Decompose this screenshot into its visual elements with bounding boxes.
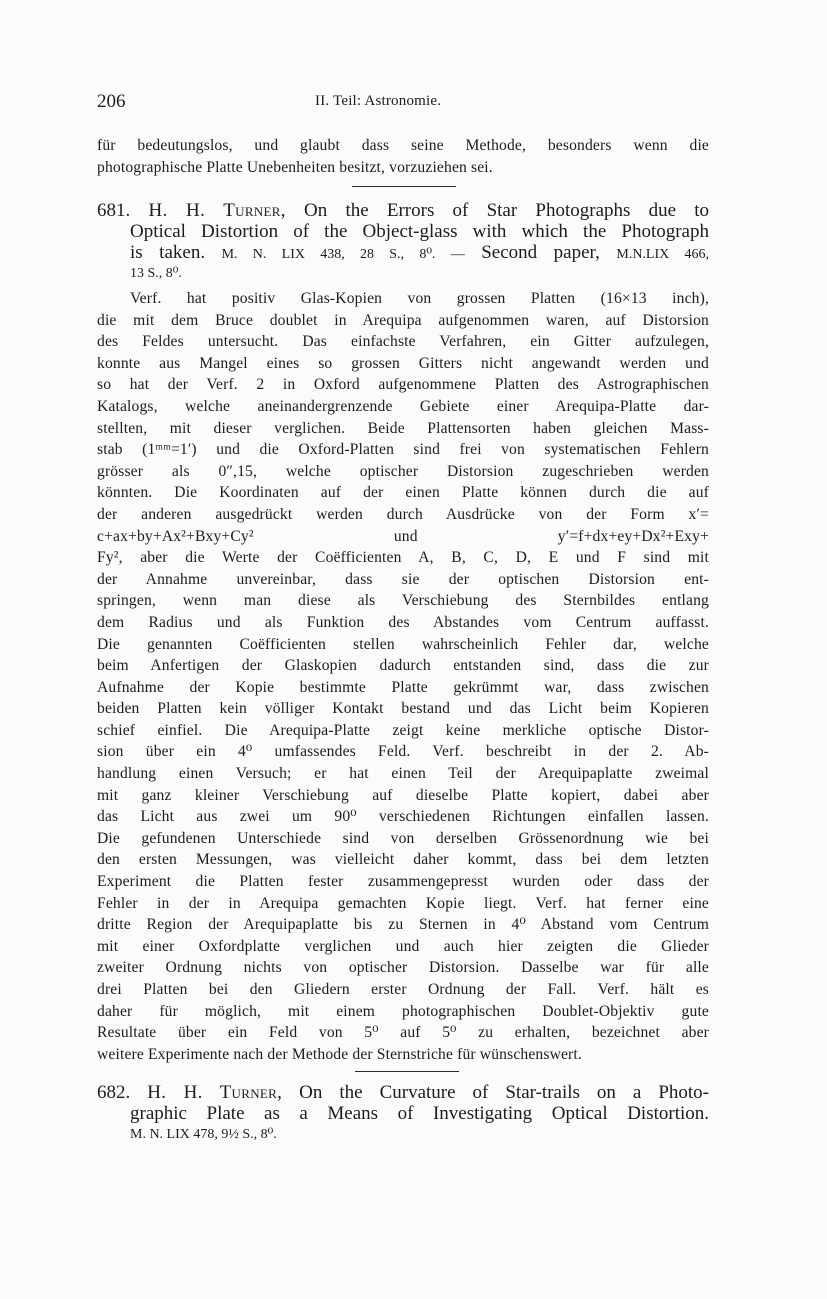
text-line: Resultate über ein Feld von 5⁰ auf 5⁰ zu erhalten, bezeichnet aber xyxy=(97,1024,709,1042)
text-line: des Feldes untersucht. Das einfachste Verfahren, ein Gitter aufzulegen, xyxy=(97,333,709,351)
text-line: zweiter Ordnung nichts von optischer Distorsion. Dasselbe war für alle xyxy=(97,959,709,977)
text-line: konnte aus Mangel eines so grossen Gitters nicht angewandt werden und xyxy=(97,354,709,372)
entry-reference: 13 S., 8⁰. xyxy=(130,266,182,281)
text-line: dem Radius und als Funktion des Abstandes vom Centrum auffasst. xyxy=(97,613,709,631)
text-line: stellten, mit dieser verglichen. Beide Plattensorten haben gleichen Mass- xyxy=(97,419,709,437)
text-line: springen, wenn man diese als Verschiebung des Sternbildes entlang xyxy=(97,592,709,610)
text-line: Die genannten Coëfficienten stellen wahrscheinlich Fehler dar, welche xyxy=(97,635,709,653)
text-line: weitere Experimente nach der Methode der Sternstriche für wünschenswert. xyxy=(97,1045,582,1063)
text-line: Fehler in der in Arequipa gemachten Kopie liegt. Verf. hat ferner eine xyxy=(97,894,709,912)
text-line: handlung einen Versuch; er hat einen Teil der Arequipaplatte zweimal xyxy=(97,765,709,783)
text-line: Fy², aber die Werte der Coëfficienten A, B, C, D, E und F sind mit xyxy=(97,549,709,567)
text-line: beim Anfertigen der Glaskopien dadurch entstanden sind, dass die zur xyxy=(97,657,709,675)
entry-reference: M. N. LIX 438, 28 S., 8⁰. — xyxy=(221,247,465,262)
page-header xyxy=(97,91,709,115)
section-divider xyxy=(355,1071,459,1072)
text-line: die mit dem Bruce doublet in Arequipa aufgenommen waren, auf Distorsion xyxy=(97,311,709,329)
text-line: grösser als 0″,15, welche optischer Distorsion zugeschrieben werden xyxy=(97,462,709,480)
entry-reference: M.N.LIX 466, xyxy=(616,247,709,262)
entry-reference: M. N. LIX 478, 9½ S., 8⁰. xyxy=(130,1127,277,1142)
intro-paragraph xyxy=(97,135,709,178)
text-line: stab (1ᵐᵐ=1′) und die Oxford-Platten sind frei von systematischen Fehlern xyxy=(97,441,709,459)
text-line: könnten. Die Koordinaten auf der einen Platte können durch die auf xyxy=(97,484,709,502)
section-divider xyxy=(352,186,456,187)
text-line: Die gefundenen Unterschiede sind von derselben Grössenordnung wie bei xyxy=(97,829,709,847)
text-line: der Annahme unvereinbar, dass sie der optischen Distorsion ent- xyxy=(97,570,709,588)
entry-heading xyxy=(97,200,709,284)
entry-number: 681. xyxy=(97,200,131,221)
second-paper-label: Second paper, xyxy=(481,242,600,263)
text-line: Experiment die Platten fester zusammengepresst wurden oder dass der xyxy=(97,873,709,891)
text-line: c+ax+by+Ax²+Bxy+Cy² und y′=f+dx+ey+Dx²+Exy+ xyxy=(97,527,709,545)
entry-number: 682. xyxy=(97,1082,131,1103)
entry-abstract xyxy=(97,284,709,1065)
text-line: beiden Platten kein völliger Kontakt bestand und das Licht beim Kopieren xyxy=(97,700,709,718)
text-line: mit ganz kleiner Verschiebung auf dieselbe Platte kopiert, dabei aber xyxy=(97,786,709,804)
text-line: den ersten Messungen, was vielleicht daher kommt, dass bei dem letzten xyxy=(97,851,709,869)
text-line: Aufnahme der Kopie bestimmte Platte gekrümmt war, dass zwischen xyxy=(97,678,709,696)
text-line: so hat der Verf. 2 in Oxford aufgenommene Platten des Astrographischen xyxy=(97,376,709,394)
text-line: Katalogs, welche aneinandergrenzende Gebiete einer Arequipa-Platte dar- xyxy=(97,397,709,415)
entry-681 xyxy=(97,200,709,1065)
entry-title-line: is taken. xyxy=(130,242,206,263)
entry-682 xyxy=(97,1082,709,1145)
entry-title-line: Optical Distortion of the Object-glass with which the Photograph xyxy=(130,221,709,242)
entry-author: H. H. Turner, xyxy=(148,200,286,221)
text-line: drei Platten bei den Gliedern erster Ordnung der Fall. Verf. hält es xyxy=(97,981,709,998)
text-line: für bedeutungslos, und glaubt dass seine Methode, besonders wenn die xyxy=(97,137,709,154)
entry-title-line: graphic Plate as a Means of Investigating Optical Distortion. xyxy=(130,1103,709,1124)
entry-author: H. H. Turner, xyxy=(147,1082,283,1103)
running-head: II. Teil: Astronomie. xyxy=(315,93,442,109)
text-line: mit einer Oxfordplatte verglichen und auch hier zeigten die Glieder xyxy=(97,937,709,955)
entry-heading xyxy=(97,1082,709,1145)
entry-title-line: On the Curvature of Star-trails on a Photo- xyxy=(299,1082,709,1103)
text-line: schief einfiel. Die Arequipa-Platte zeigt keine merkliche optische Distor- xyxy=(97,721,709,739)
text-line: das Licht aus zwei um 90⁰ verschiedenen Richtungen einfallen lassen. xyxy=(97,808,709,826)
text-line: sion über ein 4⁰ umfassendes Feld. Verf. beschreibt in der 2. Ab- xyxy=(97,743,709,761)
text-line: photographische Platte Unebenheiten besitzt, vorzuziehen sei. xyxy=(97,158,493,176)
entry-title-line: On the Errors of Star Photographs due to xyxy=(304,200,709,221)
text-line: dritte Region der Arequipaplatte bis zu Sternen in 4⁰ Abstand vom Centrum xyxy=(97,916,709,934)
page-number: 206 xyxy=(97,91,126,112)
text-line: daher für möglich, mit einem photographischen Doublet-Objektiv gute xyxy=(97,1002,709,1020)
text-line: der anderen ausgedrückt werden durch Ausdrücke von der Form x′= xyxy=(97,505,709,523)
text-line: Verf. hat positiv Glas-Kopien von grossen Platten (16×13 inch), xyxy=(130,290,709,307)
